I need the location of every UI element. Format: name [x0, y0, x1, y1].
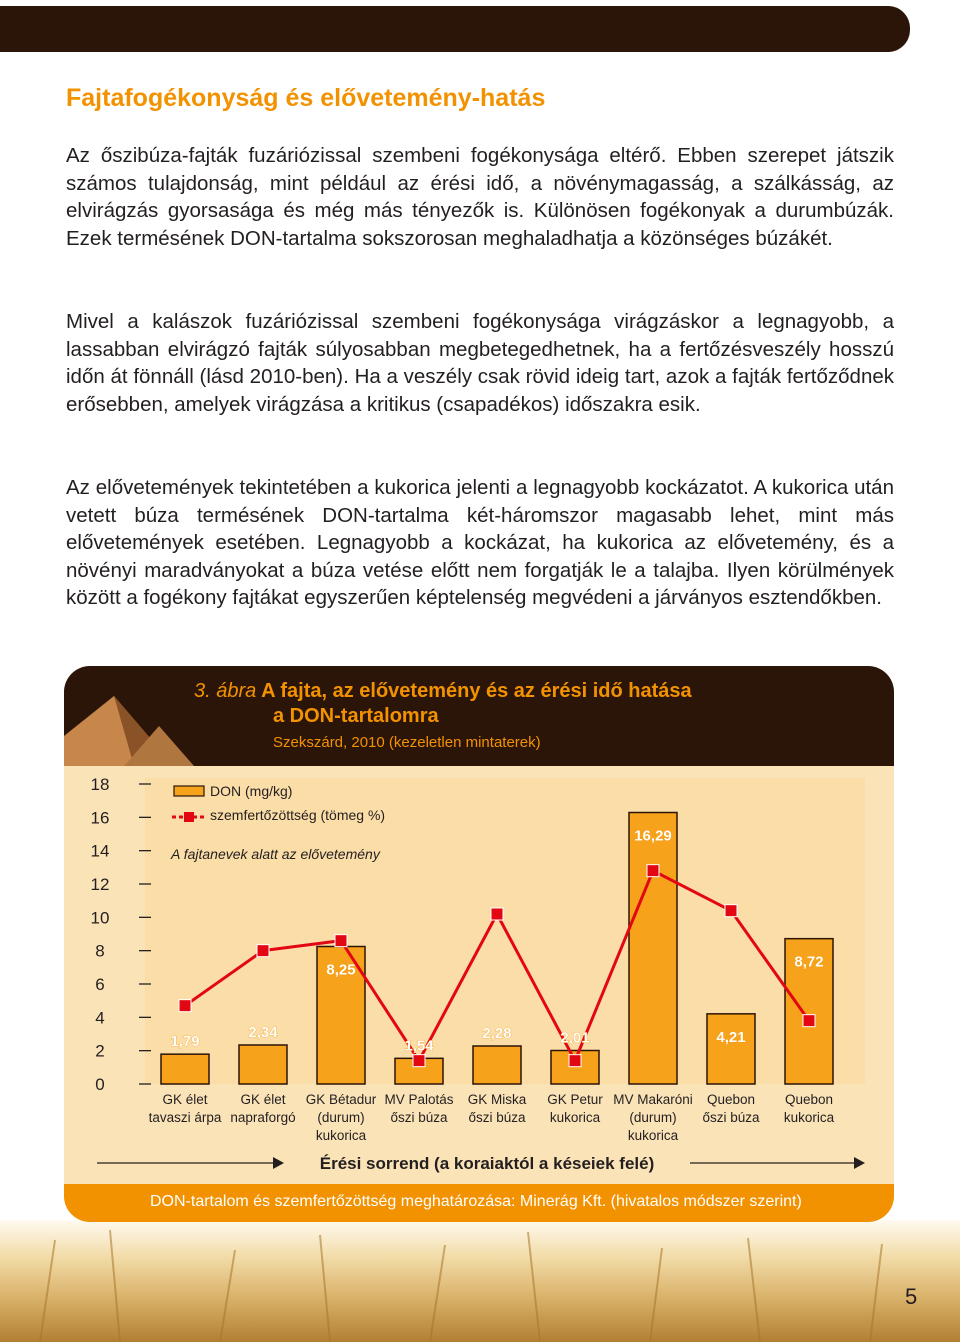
figure-title: [194, 678, 692, 705]
infection-marker: [647, 865, 659, 877]
category-label: [384, 1092, 453, 1125]
category-label-line: kukorica: [549, 1110, 601, 1125]
figure-title-line1: A fajta, az elővetemény és az érési idő hatása: [261, 680, 692, 702]
don-value-label: 2,01: [560, 1029, 590, 1047]
category-label-line: Quebon: [706, 1092, 756, 1107]
figure-3: [64, 666, 894, 1222]
don-chart: [64, 766, 894, 1184]
category-label-line: MV Palotás: [384, 1092, 454, 1107]
section-heading: Fajtafogékonyság és elővetemény-hatás: [66, 84, 546, 112]
figure-footer: [64, 1184, 894, 1222]
legend-infection: szemfertőzöttség (tömeg %): [210, 807, 386, 823]
don-bar: [239, 1045, 287, 1084]
category-label-line: (durum): [317, 1110, 365, 1125]
category-label-line: őszi búza: [390, 1110, 448, 1125]
pyramid-illustration: [64, 666, 194, 766]
don-bar: [707, 1014, 755, 1084]
don-value-label: 2,28: [482, 1025, 512, 1042]
wheat-stalks-decoration: [0, 1220, 960, 1342]
category-label-line: GK élet: [162, 1092, 208, 1107]
category-label: [547, 1092, 603, 1125]
paragraph-2: Mivel a kalászok fuzáriózissal szembeni fogékonysága virágzáskor a legnagyobb, a lassabban elvirágzó fajták súlyosabban megbetegedhetnek, ha a fertőzésveszély hosszú időn át fönnáll (lásd 2010-ben). Ha a veszély csak rövid ideig tart, azok a fajták fertőződnek erősebben, amelyek virágzása a kritikus (csapadékos) időszakra esik.: [66, 310, 894, 416]
category-label-line: kukorica: [627, 1128, 679, 1143]
infection-marker: [335, 935, 347, 947]
y-tick-label: 6: [95, 975, 105, 994]
don-value-label: 1,54: [404, 1037, 434, 1055]
legend-don: DON (mg/kg): [210, 783, 293, 799]
category-label-line: őszi búza: [702, 1110, 760, 1125]
y-tick-label: 8: [95, 941, 105, 961]
category-label-line: tavaszi árpa: [148, 1110, 222, 1125]
figure-title-line2: a DON-tartalomra: [273, 705, 439, 727]
y-tick-label: 12: [90, 875, 110, 894]
infection-marker: [413, 1055, 425, 1067]
infection-marker: [491, 908, 503, 920]
y-tick-label: 10: [90, 908, 110, 928]
legend-note: A fajtanevek alatt az elővetemény: [171, 846, 380, 862]
category-label: [306, 1092, 377, 1143]
x-axis-title: Érési sorrend (a koraiaktól a késeiek felé): [319, 1154, 655, 1173]
y-tick-label: 16: [90, 808, 110, 828]
category-label-line: Quebon: [784, 1092, 834, 1107]
figure-number: 3. ábra: [194, 680, 257, 702]
category-label: [149, 1092, 222, 1125]
top-banner: [0, 6, 910, 52]
category-label-line: (durum): [629, 1110, 677, 1125]
category-label-line: őszi búza: [468, 1110, 526, 1125]
category-label-line: GK Petur: [547, 1092, 603, 1107]
figure-source: DON-tartalom és szemfertőzöttség meghatározása: Minerág Kft. (hivatalos módszer szerint): [150, 1193, 802, 1210]
figure-subtitle: Szekszárd, 2010 (kezeletlen mintaterek): [273, 734, 541, 751]
category-label: [784, 1092, 835, 1125]
don-value-label: 8,72: [794, 953, 824, 971]
page-number: 5: [905, 1284, 918, 1309]
category-label-line: MV Makaróni: [613, 1092, 693, 1107]
category-label-line: GK élet: [240, 1092, 286, 1107]
y-tick-label: 4: [95, 1008, 105, 1028]
y-tick-label: 0: [95, 1075, 105, 1094]
don-value-label: 1,79: [170, 1033, 200, 1051]
infection-marker: [725, 905, 737, 917]
y-tick-label: 2: [95, 1041, 105, 1061]
category-label-line: GK Bétadur: [305, 1092, 377, 1107]
don-bar: [161, 1054, 209, 1084]
paragraph-3: Az elővetemények tekintetében a kukorica jelenti a legnagyobb kockázatot. A kukorica után vetett búza termésének DON-tartalma két-háromszor magasabb lehet, mint más elővetemények esetében. Legnagyobb a kockázat, ha kukorica az elővetemény, és a növényi maradványokat a búza vetése előtt nem forgatják le a talajba. Ilyen körülmények között a fogékony fajtákat egyszerűen képtelenség megvédeni a járványos esztendőkben.: [66, 476, 894, 609]
category-label: [230, 1092, 295, 1125]
legend-marker-swatch: [184, 812, 194, 822]
legend-bar-swatch: [174, 786, 204, 796]
category-label: [468, 1092, 527, 1125]
category-label-line: kukorica: [783, 1110, 835, 1125]
don-bar: [629, 813, 677, 1085]
infection-marker: [257, 945, 269, 957]
category-label: [702, 1092, 760, 1125]
don-value-label: 8,25: [326, 961, 356, 979]
category-label-line: kukorica: [315, 1128, 367, 1143]
category-label: [613, 1092, 693, 1143]
infection-marker: [803, 1015, 815, 1027]
don-value-label: 2,34: [248, 1024, 278, 1041]
category-label-line: GK Miska: [467, 1092, 527, 1107]
don-value-label: 16,29: [634, 827, 672, 845]
y-tick-label: 18: [90, 775, 110, 794]
y-tick-label: 14: [90, 841, 110, 861]
don-bar: [473, 1046, 521, 1084]
paragraph-1: Az őszibúza-fajták fuzáriózissal szembeni fogékonysága eltérő. Ebben szerepet játszik számos tulajdonság, mint például az érési idő, a növénymagasság, a szálkásság, az elvirágzás gyorsasága és még más tényezők is. Különösen fogékonyak a durumbúzák. Ezek termésének DON-tartalma sokszorosan meghaladhatja a közönséges búzákét.: [66, 144, 894, 250]
don-value-label: 4,21: [716, 1028, 746, 1046]
infection-marker: [179, 1000, 191, 1012]
category-label-line: napraforgó: [230, 1110, 296, 1125]
infection-marker: [569, 1055, 581, 1067]
